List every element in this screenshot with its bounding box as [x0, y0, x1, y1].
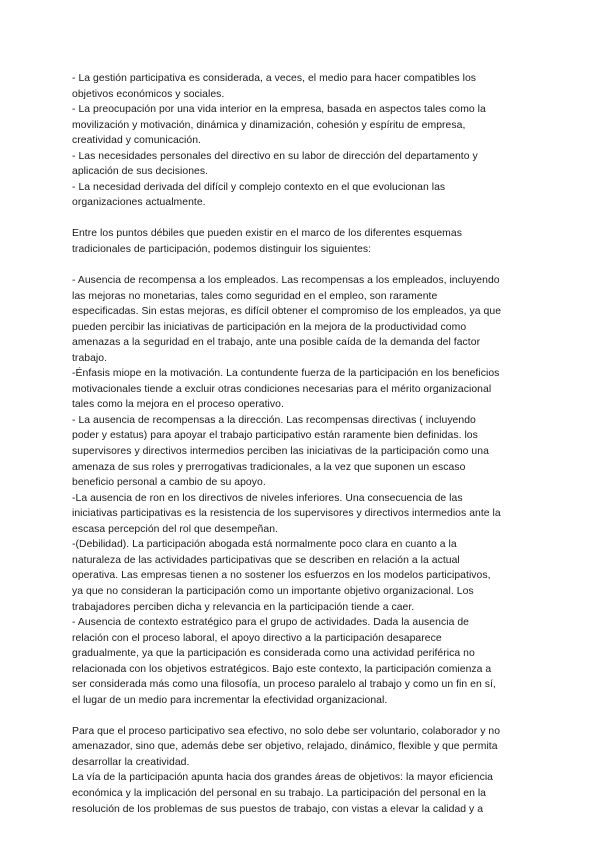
text-line: iniciativas participativas es la resistencia de los supervisores y directivos intermedios ante la [72, 508, 501, 520]
text-line: beneficio personal a cambio de su apoyo. [72, 477, 266, 489]
text-line: supervisores y directivos intermedios perciben las iniciativas de la participación como una [72, 446, 489, 458]
document-body [72, 71, 532, 817]
text-line: resolución de los problemas de sus puestos de trabajo, con vistas a elevar la calidad y a [72, 803, 484, 815]
text-line: desarrollar la creatividad. [72, 756, 190, 768]
text-line: trabajadores perciben dicha y relevancia en la participación tiende a caer. [72, 601, 415, 613]
text-line: - La gestión participativa es considerada, a veces, el medio para hacer compatibles los [72, 73, 477, 84]
paragraph-gap [72, 258, 532, 274]
text-line: - Las necesidades personales del directivo en su labor de dirección del departamento y [72, 150, 478, 162]
text-line: -La ausencia de ron en los directivos de niveles inferiores. Una consecuencia de las [72, 492, 463, 504]
text-line: aplicación de sus decisiones. [72, 166, 209, 178]
text-line: las mejoras no monetarias, tales como seguridad en el empleo, son raramente [72, 290, 438, 302]
text-line: tradicionales de participación, podemos distinguir los siguientes: [72, 243, 372, 255]
text-line: Para que el proceso participativo sea efectivo, no solo debe ser voluntario, colaborador y no [72, 725, 501, 737]
text-line: motivacionales tiende a excluir otras condiciones necesarias para el mérito organizacional [72, 383, 492, 395]
text-line: -Énfasis miope en la motivación. La contundente fuerza de la participación en los beneficios [72, 368, 500, 380]
text-line: La vía de la participación apunta hacia dos grandes áreas de objetivos: la mayor eficiencia [72, 772, 494, 784]
text-line: trabajo. [72, 352, 108, 364]
text-line: pueden percibir las iniciativas de participación en la mejora de la productividad como [72, 321, 467, 333]
text-line: tales como la mejora en el proceso operativo. [72, 399, 284, 411]
text-line: ser considerada más como una filosofía, un proceso paralelo al trabajo y como un fin en sí, [72, 679, 496, 691]
text-line: objetivos económicos y sociales. [72, 88, 225, 100]
text-line: relacionada con los objetivos estratégicos. Bajo este contexto, la participación comienza a [72, 663, 492, 675]
text-line: - Ausencia de recompensa a los empleados. Las recompensas a los empleados, incluyendo [72, 275, 500, 287]
text-line: especificadas. Sin estas mejoras, es difícil obtener el compromiso de los empleados, ya que [72, 306, 502, 318]
text-line: - La preocupación por una vida interior en la empresa, basada en aspectos tales como la [72, 104, 486, 116]
text-line: económica y la implicación del personal en su trabajo. La participación del personal en la [72, 788, 487, 800]
text-line: - La ausencia de recompensas a la dirección. Las recompensas directivas ( incluyendo [72, 414, 476, 426]
text-line: el lugar de un medio para incrementar la efectividad organizacional. [72, 694, 388, 706]
text-line: escasa percepción del rol que desempeñan. [72, 523, 278, 535]
text-line: gradualmente, ya que la participación es considerada como una actividad periférica no [72, 648, 475, 660]
text-line: amenazador, sino que, además debe ser objetivo, relajado, dinámico, flexible y que permita [72, 741, 498, 753]
text-line: -(Debilidad). La participación abogada está normalmente poco clara en cuanto a la [72, 539, 457, 551]
text-line: operativa. Las empresas tienen a no sostener los esfuerzos en los modelos participativos, [72, 570, 491, 582]
text-line: relación con el proceso laboral, el apoyo directivo a la participación desaparece [72, 632, 442, 644]
text-line: poder y estatus) para apoyar el trabajo participativo están raramente bien definidas. los [72, 430, 478, 442]
text-line: amenazas a la seguridad en el trabajo, ante una posible caída de la demanda del factor [72, 337, 481, 349]
paragraph-gap [72, 708, 532, 724]
text-line: ya que no consideran la participación como un importante objetivo organizacional. Los [72, 585, 474, 597]
text-line: - La necesidad derivada del difícil y complejo contexto en el que evolucionan las [72, 181, 446, 193]
paragraph-gap [72, 211, 532, 227]
text-line: creatividad y comunicación. [72, 135, 201, 147]
text-line: movilización y motivación, dinámica y dinamización, cohesión y espíritu de empresa, [72, 119, 466, 131]
text-line: amenaza de sus roles y prerrogativas tradicionales, a la vez que suponen un escaso [72, 461, 466, 473]
text-line: - Ausencia de contexto estratégico para el grupo de actividades. Dada la ausencia de [72, 617, 469, 629]
text-line: Entre los puntos débiles que pueden existir en el marco de los diferentes esquemas [72, 228, 462, 240]
text-line: naturaleza de las actividades participativas que se describen en relación a la actual [72, 554, 460, 566]
text-line: organizaciones actualmente. [72, 197, 206, 209]
